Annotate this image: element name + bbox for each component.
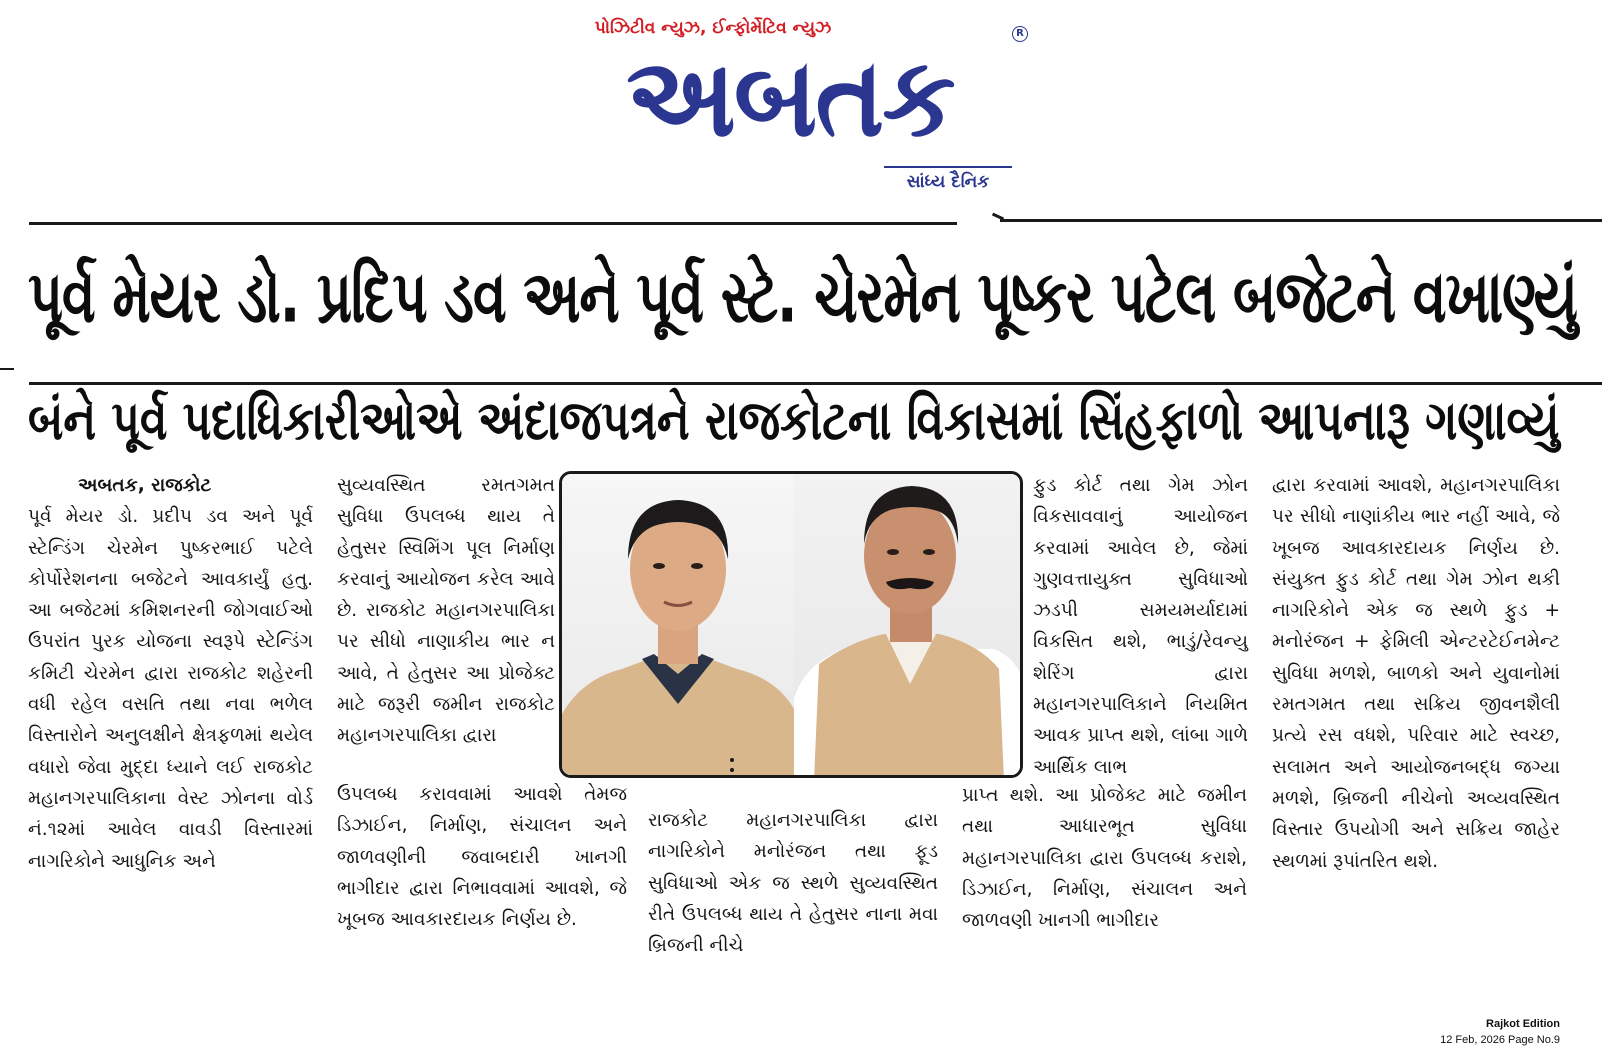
- edition-type-label: સાંધ્ય દૈનિક: [906, 172, 990, 192]
- article-column-2-lower: [337, 779, 627, 935]
- article-dateline: અબતક, રાજકોટ: [78, 475, 212, 496]
- subheadline: બંને પૂર્વ પદાધિકારીઓએ અંદાજપત્રને રાજકોટના વિકાસમાં સિંહફાળો આપનારૂ ગણાવ્યું: [28, 388, 1560, 452]
- newspaper-logo: અબતક: [626, 32, 954, 162]
- article-column-1: [28, 470, 313, 877]
- article-column-4-lower: [962, 780, 1247, 936]
- column-4-upper-text: ફુડ કોર્ટ તથા ગેમ ઝોન વિકસાવવાનું આયોજન કરવામાં આવેલ છે, જેમાં ગુણવત્તાયુક્ત સુવિધાઓ ઝડપી સમયમર્યાદામાં વિકસિત થશે, ભાડું/રેવન્યુ શેરિંગ દ્વારા મહાનગરપાલિકાને નિયમિત આવક પ્રાપ્ત થશે, લાંબા ગાળે આર્થિક લાભ: [1033, 475, 1248, 778]
- margin-tick: [0, 368, 14, 370]
- edition-info: [1440, 1016, 1560, 1048]
- column-3-text: રાજકોટ મહાનગરપાલિકા દ્વારા નાગરિકોને મનોરંજન તથા ફૂડ સુવિધાઓ એક જ સ્થળે સુવ્યવસ્થિત રીતે ઉપલબ્ધ થાય તે હેતુસર નાના મવા બ્રિજની નીચે: [648, 810, 938, 957]
- edition-date-page: 12 Feb, 2026 Page No.9: [1440, 1034, 1560, 1046]
- article-column-2: [337, 470, 555, 752]
- article-column-4-upper: [1033, 470, 1248, 783]
- article-column-5: [1272, 470, 1560, 877]
- photo-person-left: [562, 474, 794, 775]
- column-5-text: દ્વારા કરવામાં આવશે, મહાનગરપાલિકા પર સીધો નાણાંકીય ભાર નહીં આવે, જે ખૂબજ આવકારદાયક નિર્ણય છે. સંયુક્ત ફુડ કોર્ટ તથા ગેમ ઝોન થકી નાગરિકોને એક જ સ્થળે ફુડ + મનોરંજન + ફેમિલી એન્ટરટેઈનમેન્ટ સુવિધા મળશે, બાળકો અને યુવાનોમાં રમતગમત તથા સક્રિય જીવનશૈલી પ્રત્યે રસ વધશે, પરિવાર માટે સ્વચ્છ, સલામત અને આયોજનબદ્ધ જગ્યા મળશે, બ્રિજની નીચેનો અવ્યવસ્થિત વિસ્તાર ઉપયોગી અને સક્રિય જાહેર સ્થળમાં રૂપાંતરિત થશે.: [1272, 475, 1560, 872]
- headline: પૂર્વ મેયર ડો. પ્રદિપ ડવ અને પૂર્વ સ્ટે. ચેરમેન પૂષ્કર પટેલ બજેટને વખાણ્યું: [28, 253, 1577, 339]
- photo-person-right: [794, 474, 1023, 775]
- column-1-text: પૂર્વ મેયર ડો. પ્રદીપ ડવ અને પૂર્વ સ્ટેન્ડિંગ ચેરમેન પુષ્કરભાઈ પટેલે કોર્પોરેશનના બજેટને આવકાર્યું હતુ. આ બજેટમાં કમિશનરની જોગવાઈઓ ઉપરાંત પુરક યોજના સ્વરૂપે સ્ટેન્ડિંગ કમિટી ચેરમેન દ્વારા રાજકોટ શહેરની વધી રહેલ વસતિ તથા નવા ભળેલ વિસ્તારોને અનુલક્ષીને ક્ષેત્રફળમાં થયેલ વધારો જેવા મુદ્દા ધ્યાને લઈ રાજકોટ મહાનગરપાલિકાના વેસ્ટ ઝોનના વોર્ડ નં.૧૨માં આવેલ વાવડી વિસ્તારમાં નાગરિકોને આધુનિક અને: [28, 506, 313, 872]
- edition-name: Rajkot Edition: [1486, 1018, 1560, 1030]
- article-photo: [559, 471, 1023, 778]
- column-2-lower-text: ઉપલબ્ધ કરાવવામાં આવશે તેમજ ડિઝાઈન, નિર્માણ, સંચાલન અને જાળવણીની જવાબદારી ખાનગી ભાગીદાર દ્વારા નિભાવવામાં આવશે, જે ખૂબજ આવકારદાયક નિર્ણય છે.: [337, 784, 627, 931]
- column-2-text: સુવ્યવસ્થિત રમતગમત સુવિધા ઉપલબ્ધ થાય તે હેતુસર સ્વિમિંગ પૂલ નિર્માણ કરવાનું આયોજન કરેલ આવે છે. રાજકોટ મહાનગરપાલિકા પર સીધો નાણાકીય ભાર ન આવે, તે હેતુસર આ પ્રોજેક્ટ માટે જરૂરી જમીન રાજકોટ મહાનગરપાલિકા દ્વારા: [337, 475, 555, 747]
- registered-mark-icon: R: [1012, 26, 1028, 42]
- logo-underline: [884, 166, 1012, 168]
- column-4-lower-text: પ્રાપ્ત થશે. આ પ્રોજેક્ટ માટે જમીન તથા આધારભૂત સુવિધા મહાનગરપાલિકા દ્વારા ઉપલબ્ધ કરાશે, ડિઝાઈન, નિર્માણ, સંચાલન અને જાળવણી ખાનગી ભાગીદાર: [962, 785, 1247, 932]
- masthead-tagline: પોઝિટીવ ન્યુઝ, ઈન્ફોર્મેટિવ ન્યુઝ: [594, 18, 832, 38]
- article-column-3: [648, 805, 938, 961]
